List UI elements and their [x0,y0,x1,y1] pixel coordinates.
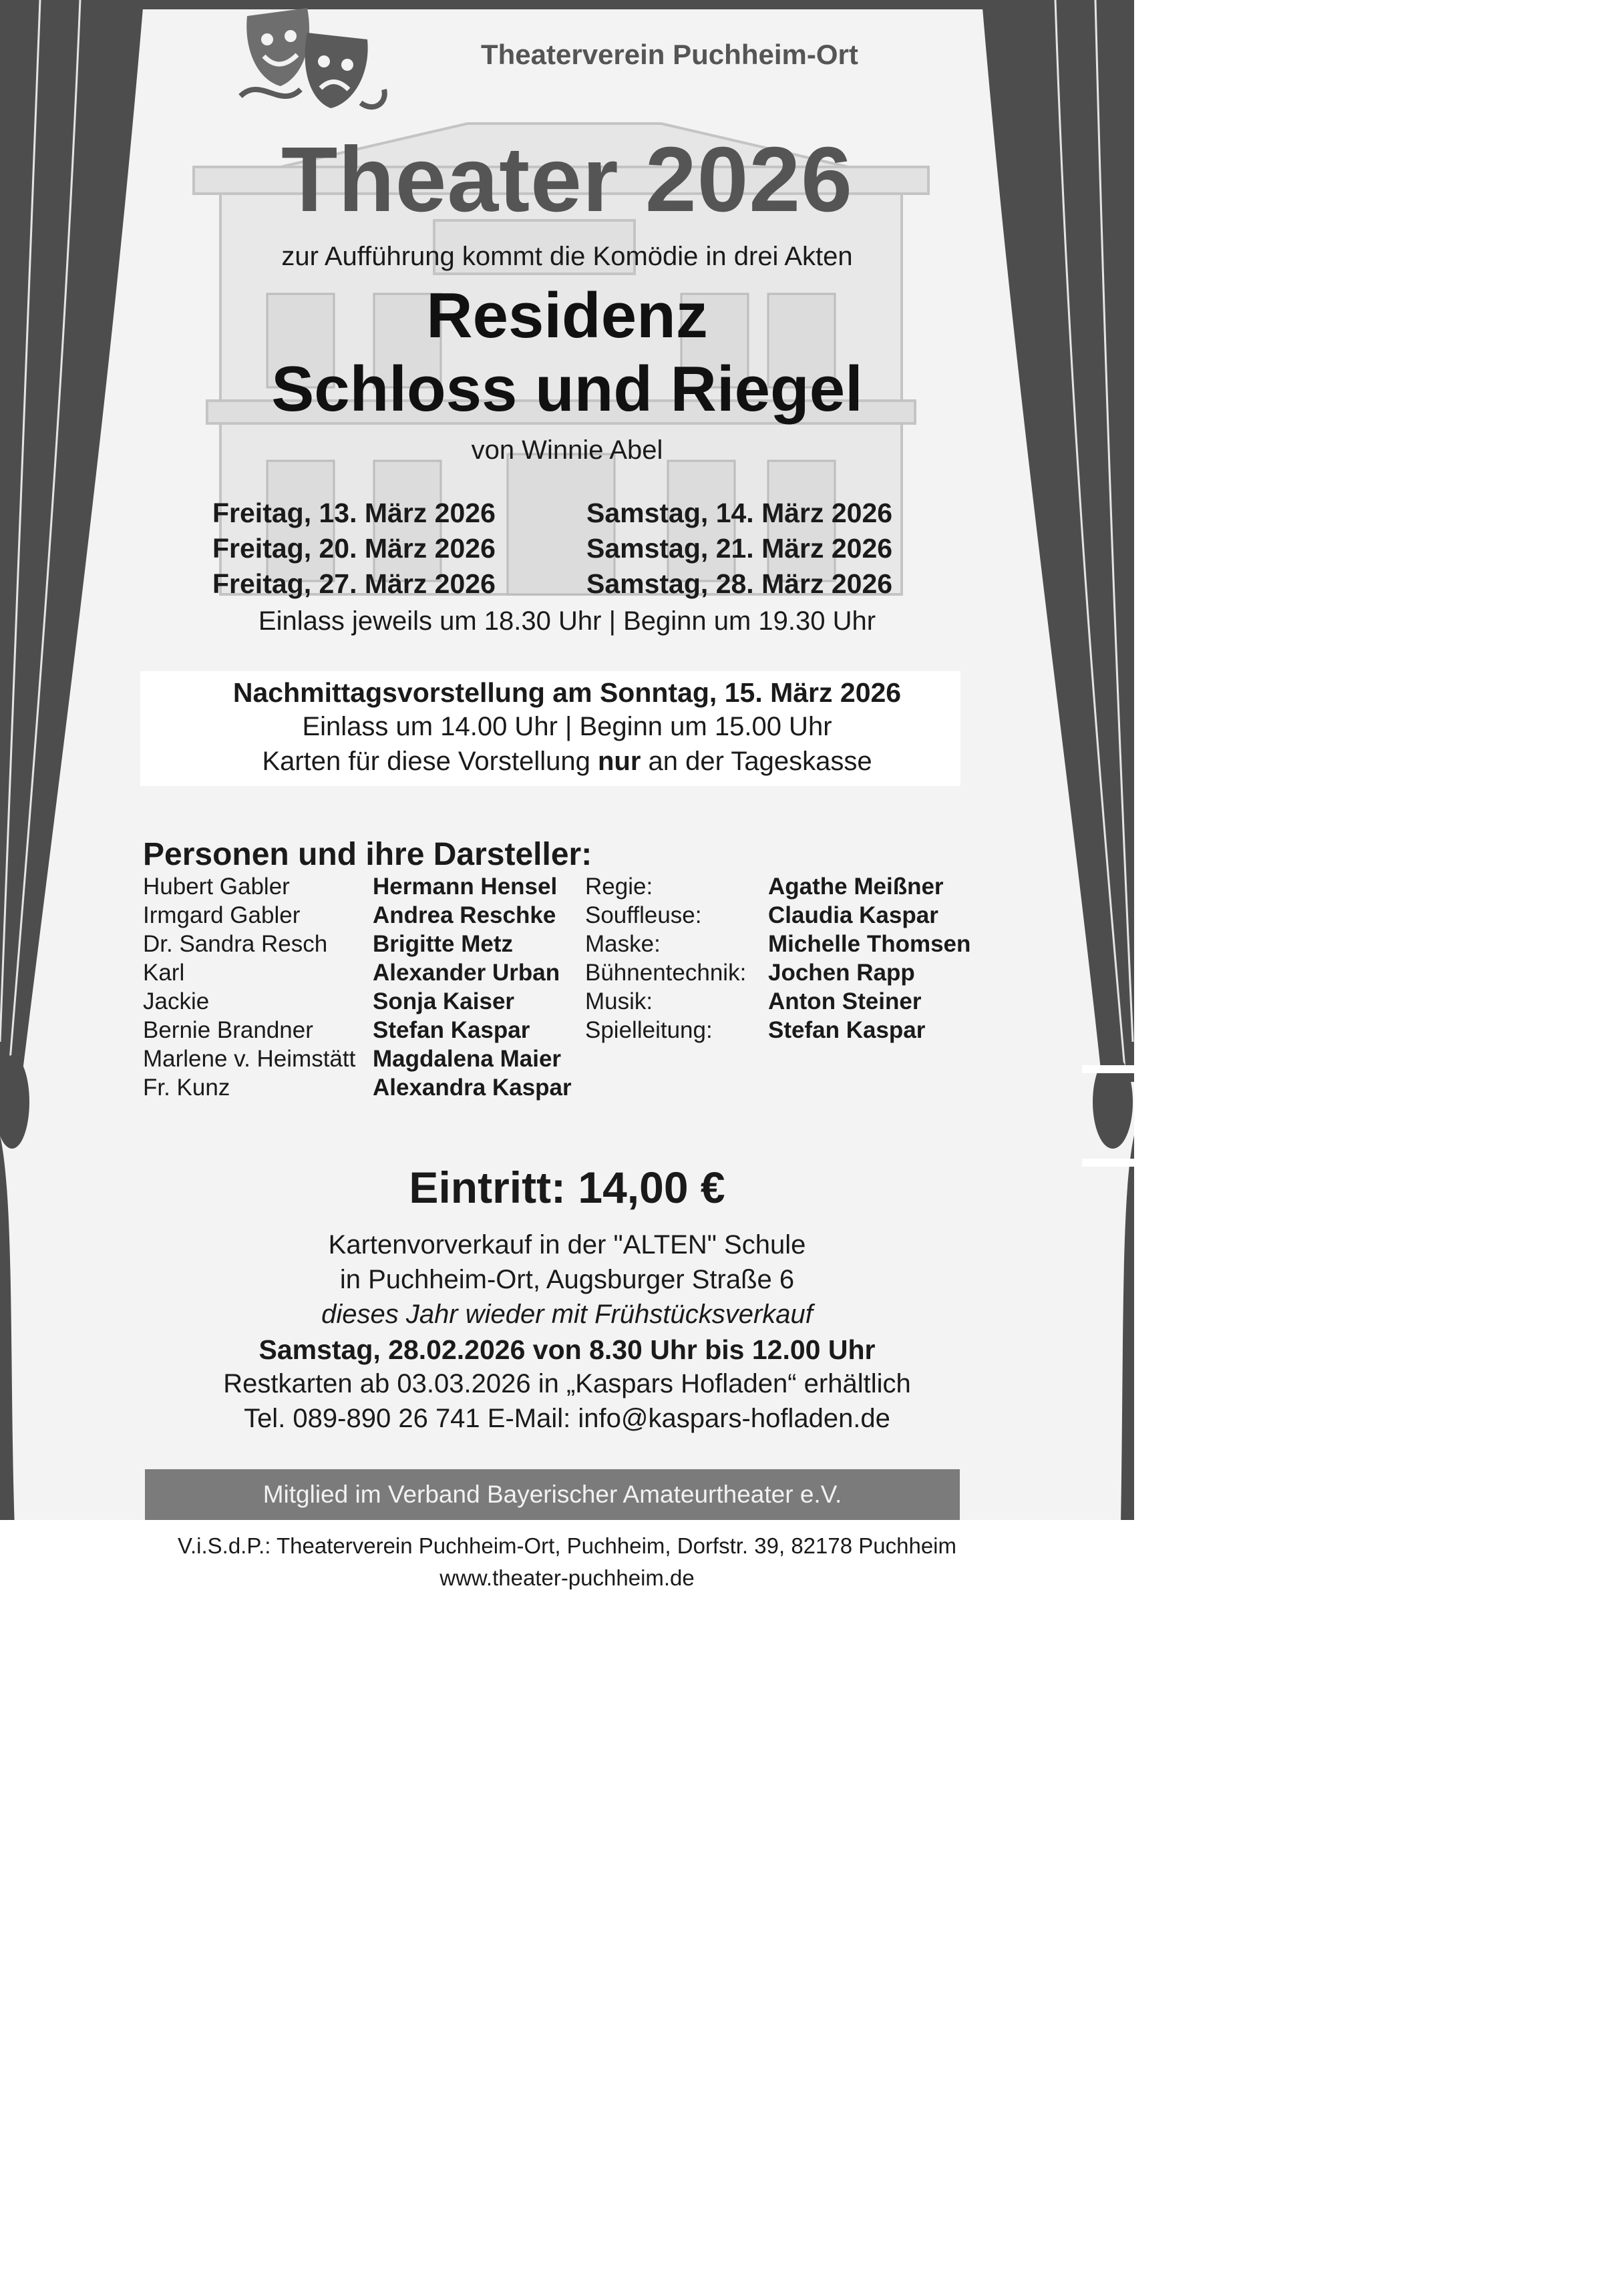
event-title: Theater 2026 [281,128,853,231]
role-name: Irmgard Gabler [143,902,301,928]
role-name: Dr. Sandra Resch [143,931,328,957]
contact-info: Tel. 089-890 26 741 E-Mail: info@kaspars-hofladen.de [244,1404,890,1433]
crew-role: Spielleitung: [585,1017,713,1043]
flyer [0,0,1134,1589]
actor-name: Magdalena Maier [373,1046,562,1072]
crew-name: Michelle Thomsen [768,931,971,957]
actor-name: Alexander Urban [373,960,560,986]
cast-actors [373,872,572,1102]
actor-name: Alexandra Kaspar [373,1075,572,1101]
role-name: Bernie Brandner [143,1017,313,1043]
play-title-line2: Schloss und Riegel [271,353,863,425]
actor-name: Andrea Reschke [373,902,556,928]
crew-name: Jochen Rapp [768,960,915,986]
admission-times: Einlass jeweils um 18.30 Uhr | Beginn um 19.30 Uhr [258,606,876,636]
crew-name: Anton Steiner [768,988,922,1014]
date-friday: Freitag, 20. März 2026 [212,533,496,564]
membership-bar: Mitglied im Verband Bayerischer Amateurtheater e.V. [145,1469,960,1520]
presale-date: Samstag, 28.02.2026 von 8.30 Uhr bis 12.00 Uhr [258,1334,876,1365]
crew-name: Stefan Kaspar [768,1017,926,1043]
actor-name: Stefan Kaspar [373,1017,530,1043]
performance-dates [212,496,892,602]
imprint: V.i.S.d.P.: Theaterverein Puchheim-Ort, Puchheim, Dorfstr. 39, 82178 Puchheim [177,1533,956,1558]
role-name: Karl [143,960,185,986]
date-saturday: Samstag, 21. März 2026 [586,533,893,564]
cast-roles [143,872,355,1102]
presale-location: Kartenvorverkauf in der "ALTEN" Schule [328,1230,806,1260]
crew-roles [585,872,746,1044]
role-name: Marlene v. Heimstätt [143,1046,356,1072]
play-author: von Winnie Abel [471,435,663,465]
role-name: Jackie [143,988,210,1014]
crew-names [768,872,970,1044]
cast-heading: Personen und ihre Darsteller: [143,837,592,872]
presale-address: in Puchheim-Ort, Augsburger Straße 6 [339,1265,795,1294]
matinee-note: Karten für diese Vorstellung nur an der Tageskasse [262,747,872,776]
actor-name: Hermann Hensel [373,874,558,900]
crew-role: Regie: [585,874,653,900]
date-saturday: Samstag, 14. März 2026 [586,498,893,528]
play-title-line1: Residenz [426,280,708,351]
crew-role: Souffleuse: [585,902,702,928]
matinee-times: Einlass um 14.00 Uhr | Beginn um 15.00 Uhr [302,712,832,741]
club-name: Theaterverein Puchheim-Ort [481,39,858,70]
remaining-tickets: Restkarten ab 03.03.2026 in „Kaspars Hofladen“ erhältlich [223,1369,911,1398]
crew-role: Bühnentechnik: [585,960,747,986]
date-row [212,531,892,566]
actor-name: Sonja Kaiser [373,988,515,1014]
theater-masks-icon [234,3,394,123]
date-row [212,496,892,531]
presale-breakfast-note: dieses Jahr wieder mit Frühstücksverkauf [321,1300,813,1329]
crew-role: Musik: [585,988,653,1014]
role-name: Hubert Gabler [143,874,290,900]
crew-name: Agathe Meißner [768,874,944,900]
actor-name: Brigitte Metz [373,931,513,957]
ticket-price: Eintritt: 14,00 € [409,1163,725,1212]
date-friday: Freitag, 13. März 2026 [212,498,496,528]
website: www.theater-puchheim.de [439,1565,695,1589]
intro-line: zur Aufführung kommt die Komödie in drei Akten [281,242,853,271]
crew-name: Claudia Kaspar [768,902,938,928]
role-name: Fr. Kunz [143,1075,230,1101]
date-saturday: Samstag, 28. März 2026 [586,568,893,599]
matinee-title: Nachmittagsvorstellung am Sonntag, 15. März 2026 [232,677,902,708]
date-row [212,566,892,602]
date-friday: Freitag, 27. März 2026 [212,568,496,599]
crew-role: Maske: [585,931,661,957]
